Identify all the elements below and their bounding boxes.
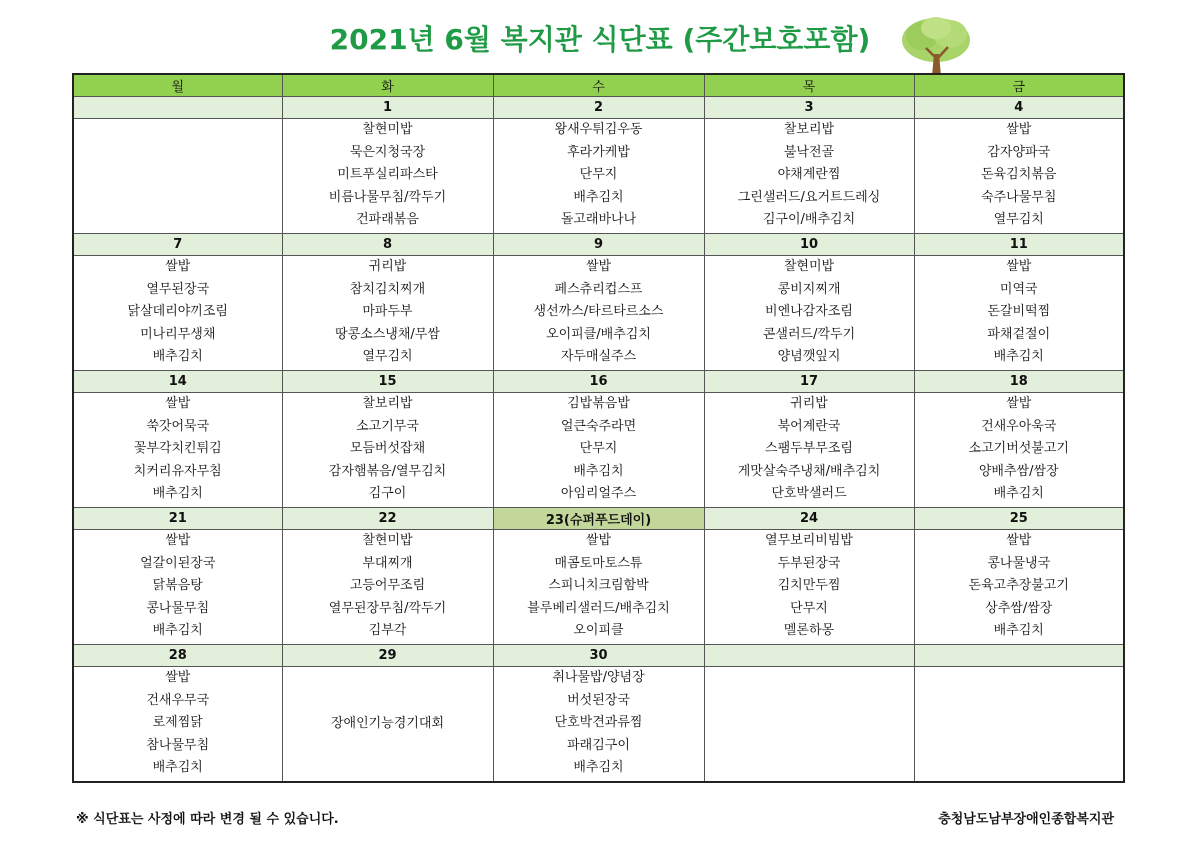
date-cell: 1 <box>282 97 493 119</box>
date-cell: 29 <box>282 645 493 667</box>
date-cell <box>704 645 914 667</box>
menu-item: 배추김치 <box>993 486 1044 502</box>
menu-item: 쌀밥 <box>165 670 191 685</box>
menu-item: 단무지 <box>790 600 828 616</box>
menu-item: 배추김치 <box>152 760 203 776</box>
menu-cell <box>704 530 914 645</box>
menu-cell <box>914 119 1124 234</box>
menu-item: 배추김치 <box>152 486 203 502</box>
date-cell: 23(슈퍼푸드데이) <box>493 508 704 530</box>
menu-cell <box>282 667 493 783</box>
menu-item: 쌀밥 <box>1006 122 1032 137</box>
menu-cell <box>73 256 282 371</box>
weekday-header: 수 <box>493 74 704 97</box>
menu-item: 스피니치크림함박 <box>548 578 649 594</box>
menu-item: 열무김치 <box>362 349 413 365</box>
menu-cell <box>73 119 282 234</box>
menu-row <box>73 530 1124 645</box>
menu-item: 치커리유자무침 <box>133 463 222 479</box>
menu-item: 쌀밥 <box>585 533 612 548</box>
date-row <box>73 645 1124 667</box>
menu-cell <box>914 667 1124 783</box>
menu-item: 콩비지찌개 <box>777 281 841 297</box>
menu-item: 쑥갓어묵국 <box>146 418 210 434</box>
menu-item: 건새우무국 <box>146 692 210 708</box>
date-cell: 14 <box>73 371 282 393</box>
menu-item: 찰현미밥 <box>783 259 835 274</box>
menu-cell <box>493 393 704 508</box>
menu-item: 건파래볶음 <box>356 212 419 228</box>
weekday-header: 목 <box>704 74 914 97</box>
menu-cell <box>282 393 493 508</box>
date-cell: 24 <box>704 508 914 530</box>
menu-item: 김부각 <box>368 623 407 639</box>
menu-item: 쌀밥 <box>1006 259 1032 274</box>
date-cell: 11 <box>914 234 1124 256</box>
menu-item: 비엔나감자조림 <box>765 304 853 320</box>
date-cell: 10 <box>704 234 914 256</box>
menu-cell <box>493 667 704 783</box>
menu-item: 멜론하몽 <box>783 623 835 639</box>
menu-cell <box>914 530 1124 645</box>
menu-item: 매콤토마토스튜 <box>554 555 643 571</box>
menu-item: 찰현미밥 <box>362 533 413 548</box>
menu-cell <box>704 393 914 508</box>
menu-item: 미트푸실리파스타 <box>337 167 438 183</box>
menu-item: 닭살데리야끼조림 <box>127 304 228 320</box>
date-cell: 9 <box>493 234 704 256</box>
date-cell: 22 <box>282 508 493 530</box>
menu-item: 고등어무조림 <box>349 578 426 594</box>
menu-item: 그린샐러드/요거트드레싱 <box>737 189 881 205</box>
menu-item: 숙주나물무침 <box>981 189 1057 205</box>
date-row <box>73 97 1124 119</box>
menu-item: 꽃부각치킨튀김 <box>133 441 222 457</box>
menu-cell <box>914 256 1124 371</box>
menu-item: 마파두부 <box>362 304 413 320</box>
date-cell: 7 <box>73 234 282 256</box>
date-cell: 18 <box>914 371 1124 393</box>
menu-cell <box>73 667 282 783</box>
menu-item: 쌀밥 <box>165 259 191 274</box>
menu-item: 오이피클/배추김치 <box>546 326 651 342</box>
menu-item: 쌀밥 <box>165 533 191 548</box>
menu-item: 찰현미밥 <box>362 122 413 137</box>
menu-item: 페스츄리컵스프 <box>554 281 643 297</box>
date-cell: 28 <box>73 645 282 667</box>
menu-item: 콩나물냉국 <box>987 555 1051 571</box>
menu-item: 미역국 <box>999 281 1038 297</box>
menu-item: 배추김치 <box>993 623 1044 639</box>
menu-item: 참나물무침 <box>146 737 210 753</box>
menu-item: 콩나물무침 <box>146 600 210 616</box>
menu-item: 돈육고추장불고기 <box>968 578 1069 594</box>
menu-item: 건새우아욱국 <box>981 418 1057 434</box>
weekday-header-row <box>73 74 1124 97</box>
menu-item: 김구이/배추김치 <box>762 212 856 228</box>
menu-item: 배추김치 <box>993 349 1044 365</box>
date-cell: 16 <box>493 371 704 393</box>
menu-item: 야채계란찜 <box>777 167 841 183</box>
date-cell: 25 <box>914 508 1124 530</box>
menu-item: 모듬버섯잡채 <box>349 441 426 457</box>
menu-item: 미나리무생채 <box>140 326 216 342</box>
date-cell: 15 <box>282 371 493 393</box>
date-row <box>73 508 1124 530</box>
date-cell: 3 <box>704 97 914 119</box>
menu-item: 단무지 <box>579 167 618 183</box>
menu-item: 김구이 <box>368 486 407 502</box>
menu-item: 돈육김치볶음 <box>981 167 1057 183</box>
menu-cell <box>73 530 282 645</box>
menu-item: 닭볶음탕 <box>152 578 203 594</box>
menu-table <box>72 73 1125 783</box>
menu-row <box>73 393 1124 508</box>
menu-item: 콘샐러드/깍두기 <box>762 326 856 342</box>
menu-item: 오이피클 <box>573 623 624 639</box>
menu-item: 열무된장국 <box>146 281 210 297</box>
menu-row <box>73 667 1124 783</box>
date-cell: 21 <box>73 508 282 530</box>
menu-item: 쌀밥 <box>1006 396 1032 411</box>
menu-item: 스팸두부무조림 <box>765 441 853 457</box>
menu-item: 파래김구이 <box>567 737 630 753</box>
date-cell: 17 <box>704 371 914 393</box>
menu-item: 생선까스/타르타르소스 <box>533 304 664 320</box>
weekday-header: 금 <box>914 74 1124 97</box>
tree-icon <box>898 14 974 80</box>
menu-item: 찰보리밥 <box>362 396 413 411</box>
date-row <box>73 234 1124 256</box>
date-cell: 4 <box>914 97 1124 119</box>
menu-item: 얼갈이된장국 <box>140 555 216 571</box>
menu-item: 참치김치찌개 <box>349 281 426 297</box>
menu-row <box>73 256 1124 371</box>
menu-item: 배추김치 <box>152 349 203 365</box>
page-title: 2021년 6월 복지관 식단표 (주간보호포함) <box>329 23 871 56</box>
menu-item: 배추김치 <box>152 623 203 639</box>
menu-cell <box>704 667 914 783</box>
menu-item: 배추김치 <box>573 463 624 479</box>
weekday-header: 화 <box>282 74 493 97</box>
footer-organization: 충청남도남부장애인종합복지관 <box>938 812 1114 827</box>
menu-item: 소고기무국 <box>356 418 419 434</box>
menu-item: 돌고래바나나 <box>560 212 637 228</box>
menu-cell <box>282 256 493 371</box>
menu-item: 불낙전골 <box>783 144 835 160</box>
menu-item: 땅콩소스냉채/무쌈 <box>335 326 440 342</box>
menu-item: 열무된장무침/깍두기 <box>328 600 447 616</box>
date-cell: 2 <box>493 97 704 119</box>
menu-item: 부대찌개 <box>362 555 413 571</box>
menu-cell <box>493 256 704 371</box>
menu-item: 돈갈비떡찜 <box>987 304 1051 320</box>
menu-item: 쌀밥 <box>1006 533 1032 548</box>
menu-item: 열무보리비빔밥 <box>765 533 853 548</box>
menu-item: 비름나물무침/깍두기 <box>328 189 447 205</box>
date-cell <box>73 97 282 119</box>
menu-item: 상추쌈/쌈장 <box>985 600 1053 616</box>
menu-item: 감자양파국 <box>987 144 1051 160</box>
menu-item: 소고기버섯불고기 <box>968 441 1069 457</box>
menu-item: 배추김치 <box>573 760 624 776</box>
menu-row <box>73 119 1124 234</box>
menu-item: 후라가케밥 <box>567 144 630 160</box>
menu-item: 양배추쌈/쌈장 <box>978 463 1059 479</box>
menu-item: 감자햄볶음/열무김치 <box>328 463 447 479</box>
menu-item: 김밥볶음밥 <box>567 396 630 411</box>
weekday-header: 월 <box>73 74 282 97</box>
menu-item: 자두매실주스 <box>560 349 637 365</box>
menu-item: 귀리밥 <box>368 259 407 274</box>
menu-item: 파채겉절이 <box>987 326 1051 342</box>
menu-item: 찰보리밥 <box>783 122 835 137</box>
menu-item: 양념깻잎지 <box>777 349 841 365</box>
menu-item: 취나물밥/양념장 <box>552 670 645 685</box>
menu-item: 게맛살숙주냉채/배추김치 <box>737 463 881 479</box>
footer-note: ※ 식단표는 사정에 따라 변경 될 수 있습니다. <box>76 812 339 827</box>
menu-item: 왕새우튀김우동 <box>554 122 643 137</box>
menu-item: 단호박샐러드 <box>771 486 847 502</box>
menu-item: 쌀밥 <box>585 259 612 274</box>
menu-item: 북어계란국 <box>777 418 841 434</box>
menu-cell <box>282 119 493 234</box>
menu-cell <box>493 530 704 645</box>
menu-item: 배추김치 <box>573 189 624 205</box>
menu-item: 장애인기능경기대회 <box>330 715 445 731</box>
menu-cell <box>282 530 493 645</box>
menu-item: 블루베리샐러드/배추김치 <box>527 600 670 616</box>
date-cell: 30 <box>493 645 704 667</box>
menu-item: 열무김치 <box>993 212 1044 228</box>
menu-item: 버섯된장국 <box>567 692 630 708</box>
menu-item: 아임리얼주스 <box>560 486 637 502</box>
menu-item: 쌀밥 <box>165 396 191 411</box>
menu-item: 로제찜닭 <box>152 715 203 731</box>
menu-item: 묵은지청국장 <box>349 144 426 160</box>
menu-cell <box>493 119 704 234</box>
date-cell <box>914 645 1124 667</box>
date-cell: 8 <box>282 234 493 256</box>
menu-cell <box>704 119 914 234</box>
menu-item: 귀리밥 <box>790 396 828 411</box>
date-row <box>73 371 1124 393</box>
menu-cell <box>73 393 282 508</box>
menu-cell <box>704 256 914 371</box>
menu-item: 두부된장국 <box>777 555 841 571</box>
menu-item: 단무지 <box>579 441 618 457</box>
menu-item: 김치만두찜 <box>777 578 841 594</box>
menu-item: 단호박견과류찜 <box>554 715 643 731</box>
menu-item: 얼큰숙주라면 <box>560 418 637 434</box>
menu-cell <box>914 393 1124 508</box>
